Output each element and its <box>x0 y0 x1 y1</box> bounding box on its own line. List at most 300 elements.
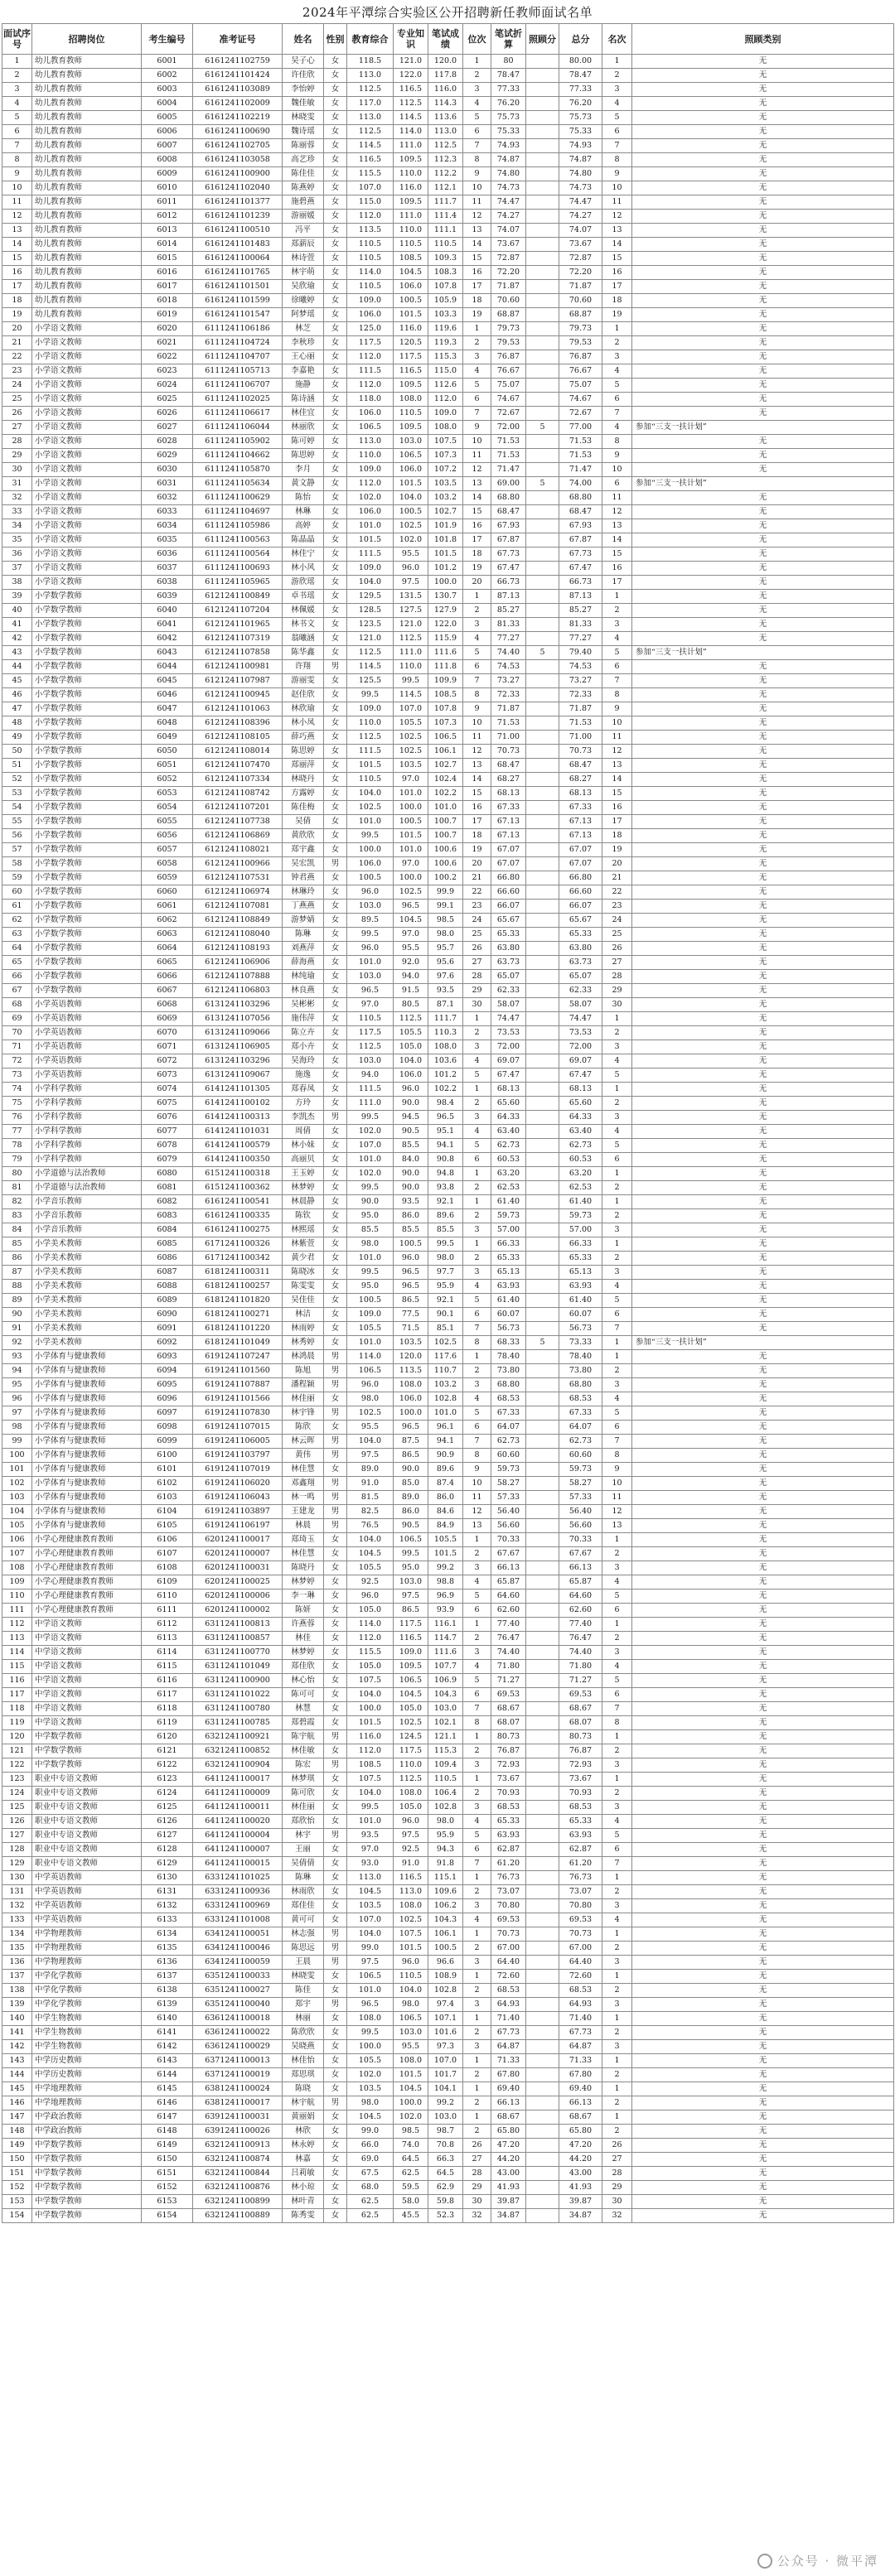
cell-position: 中学语文教师 <box>32 1702 142 1716</box>
cell-name: 陈旭 <box>283 1364 324 1378</box>
cell-bonus-points <box>526 1266 559 1280</box>
cell-total-score: 72.93 <box>559 1758 602 1773</box>
cell-written-score: 70.8 <box>428 2139 463 2153</box>
cell-gender: 女 <box>324 1970 347 1984</box>
table-row <box>2 111 894 125</box>
cell-bonus-points <box>526 801 559 815</box>
cell-total-score: 68.67 <box>559 2110 602 2125</box>
cell-total-score: 62.87 <box>559 1843 602 1857</box>
cell-education-score: 114.0 <box>347 1350 394 1364</box>
cell-ticket-no: 6351241100040 <box>193 1998 283 2012</box>
cell-name: 吴欣瑜 <box>283 280 324 294</box>
cell-care-category: 无 <box>632 55 894 69</box>
cell-care-category: 无 <box>632 2110 894 2125</box>
table-row <box>2 1519 894 1533</box>
cell-gender: 女 <box>324 731 347 745</box>
cell-total-score: 61.20 <box>559 1857 602 1871</box>
cell-gender: 女 <box>324 1294 347 1308</box>
cell-care-category: 无 <box>632 69 894 83</box>
cell-professional-score: 101.5 <box>394 308 428 322</box>
cell-care-category: 无 <box>632 900 894 914</box>
cell-total-score: 66.33 <box>559 1237 602 1252</box>
cell-professional-score: 110.5 <box>394 1970 428 1984</box>
cell-final-rank: 21 <box>602 871 632 885</box>
cell-care-category: 无 <box>632 1069 894 1083</box>
table-row <box>2 1139 894 1153</box>
table-row <box>2 1801 894 1815</box>
cell-final-rank: 29 <box>602 984 632 998</box>
cell-professional-score: 116.0 <box>394 322 428 336</box>
cell-professional-score: 90.0 <box>394 1097 428 1111</box>
cell-candidate-no: 6082 <box>142 1195 193 1209</box>
cell-written-rank: 5 <box>463 1406 491 1421</box>
cell-total-score: 65.80 <box>559 2125 602 2139</box>
cell-interview-no: 51 <box>2 759 32 773</box>
cell-care-category: 无 <box>632 1956 894 1970</box>
cell-education-score: 93.0 <box>347 1857 394 1871</box>
cell-position: 小学数学教师 <box>32 815 142 829</box>
cell-written-rank: 6 <box>463 1308 491 1322</box>
cell-position: 中学生物教师 <box>32 2012 142 2026</box>
cell-written-converted: 76.67 <box>491 364 526 379</box>
cell-written-score: 110.3 <box>428 1026 463 1040</box>
cell-name: 林雨婷 <box>283 1322 324 1336</box>
cell-education-score: 97.0 <box>347 998 394 1012</box>
cell-education-score: 104.5 <box>347 2110 394 2125</box>
table-row <box>2 1266 894 1280</box>
cell-written-rank: 17 <box>463 533 491 548</box>
table-row <box>2 2054 894 2068</box>
cell-professional-score: 95.5 <box>394 2040 428 2054</box>
cell-interview-no: 108 <box>2 1561 32 1575</box>
cell-gender: 女 <box>324 238 347 252</box>
cell-candidate-no: 6115 <box>142 1660 193 1674</box>
cell-position: 小学心理健康教育教师 <box>32 1604 142 1618</box>
cell-care-category: 无 <box>632 2040 894 2054</box>
table-row <box>2 181 894 195</box>
cell-interview-no: 84 <box>2 1223 32 1237</box>
cell-written-score: 102.2 <box>428 1083 463 1097</box>
cell-total-score: 71.87 <box>559 702 602 716</box>
cell-ticket-no: 6191241107830 <box>193 1406 283 1421</box>
cell-candidate-no: 6143 <box>142 2054 193 2068</box>
table-row <box>2 519 894 533</box>
cell-written-converted: 68.07 <box>491 1716 526 1730</box>
cell-written-rank: 5 <box>463 1589 491 1604</box>
cell-professional-score: 58.0 <box>394 2195 428 2209</box>
cell-gender: 女 <box>324 773 347 787</box>
cell-gender: 女 <box>324 294 347 308</box>
cell-care-category: 无 <box>632 252 894 266</box>
cell-care-category: 无 <box>632 1491 894 1505</box>
cell-education-score: 108.5 <box>347 1758 394 1773</box>
cell-position: 幼儿教育教师 <box>32 294 142 308</box>
cell-written-converted: 65.87 <box>491 1575 526 1589</box>
cell-candidate-no: 6024 <box>142 379 193 393</box>
cell-interview-no: 112 <box>2 1618 32 1632</box>
cell-written-converted: 63.20 <box>491 1167 526 1181</box>
cell-interview-no: 82 <box>2 1195 32 1209</box>
table-row <box>2 942 894 956</box>
cell-final-rank: 2 <box>602 1744 632 1758</box>
cell-education-score: 101.0 <box>347 956 394 970</box>
column-header-written-score: 笔试成绩 <box>428 24 463 55</box>
cell-total-score: 68.07 <box>559 1716 602 1730</box>
column-header-name: 姓名 <box>283 24 324 55</box>
cell-name: 赵佳欣 <box>283 688 324 702</box>
cell-position: 中学英语教师 <box>32 1899 142 1913</box>
cell-professional-score: 106.5 <box>394 1674 428 1688</box>
cell-position: 小学数学教师 <box>32 829 142 843</box>
cell-professional-score: 94.0 <box>394 970 428 984</box>
cell-professional-score: 64.5 <box>394 2153 428 2167</box>
cell-gender: 女 <box>324 1843 347 1857</box>
cell-interview-no: 4 <box>2 97 32 111</box>
cell-total-score: 68.80 <box>559 1378 602 1392</box>
cell-care-category: 无 <box>632 1927 894 1942</box>
cell-gender: 女 <box>324 1083 347 1097</box>
cell-bonus-points <box>526 2068 559 2082</box>
cell-gender: 女 <box>324 1702 347 1716</box>
cell-gender: 男 <box>324 1956 347 1970</box>
cell-education-score: 97.5 <box>347 1956 394 1970</box>
cell-written-converted: 80.73 <box>491 1730 526 1744</box>
cell-position: 小学数学教师 <box>32 942 142 956</box>
cell-care-category: 无 <box>632 702 894 716</box>
cell-total-score: 65.13 <box>559 1266 602 1280</box>
cell-education-score: 106.0 <box>347 407 394 421</box>
cell-education-score: 121.0 <box>347 632 394 646</box>
cell-name: 林佳丽 <box>283 1801 324 1815</box>
cell-gender: 女 <box>324 1280 347 1294</box>
cell-professional-score: 86.0 <box>394 1209 428 1223</box>
cell-position: 幼儿教育教师 <box>32 238 142 252</box>
cell-total-score: 58.27 <box>559 1477 602 1491</box>
table-row <box>2 773 894 787</box>
cell-candidate-no: 6099 <box>142 1435 193 1449</box>
cell-ticket-no: 6121241107204 <box>193 604 283 618</box>
cell-gender: 女 <box>324 2026 347 2040</box>
cell-interview-no: 105 <box>2 1519 32 1533</box>
cell-written-converted: 64.60 <box>491 1589 526 1604</box>
cell-care-category: 无 <box>632 2012 894 2026</box>
cell-total-score: 73.07 <box>559 1885 602 1899</box>
cell-name: 陈思远 <box>283 1942 324 1956</box>
cell-ticket-no: 6351241100033 <box>193 1970 283 1984</box>
cell-care-category: 无 <box>632 576 894 590</box>
cell-total-score: 64.40 <box>559 1956 602 1970</box>
cell-total-score: 70.93 <box>559 1787 602 1801</box>
table-row <box>2 2012 894 2026</box>
table-row <box>2 1083 894 1097</box>
cell-written-score: 102.8 <box>428 1801 463 1815</box>
cell-interview-no: 67 <box>2 984 32 998</box>
cell-interview-no: 12 <box>2 210 32 224</box>
table-row <box>2 167 894 181</box>
cell-position: 幼儿教育教师 <box>32 153 142 167</box>
cell-gender: 女 <box>324 1773 347 1787</box>
cell-written-converted: 72.20 <box>491 266 526 280</box>
table-row <box>2 604 894 618</box>
cell-written-converted: 70.73 <box>491 1927 526 1942</box>
cell-total-score: 63.93 <box>559 1280 602 1294</box>
cell-care-category: 无 <box>632 885 894 900</box>
cell-professional-score: 74.0 <box>394 2139 428 2153</box>
cell-written-rank: 18 <box>463 294 491 308</box>
cell-written-rank: 2 <box>463 1181 491 1195</box>
table-row <box>2 1561 894 1575</box>
cell-bonus-points <box>526 1618 559 1632</box>
cell-bonus-points <box>526 1040 559 1054</box>
cell-professional-score: 86.5 <box>394 1449 428 1463</box>
cell-professional-score: 92.5 <box>394 1843 428 1857</box>
cell-total-score: 68.80 <box>559 491 602 505</box>
cell-written-score: 110.7 <box>428 1364 463 1378</box>
cell-care-category: 无 <box>632 1153 894 1167</box>
cell-education-score: 113.0 <box>347 435 394 449</box>
cell-candidate-no: 6075 <box>142 1097 193 1111</box>
cell-written-score: 85.1 <box>428 1322 463 1336</box>
cell-final-rank: 28 <box>602 2167 632 2181</box>
cell-gender: 男 <box>324 857 347 871</box>
cell-gender: 女 <box>324 1308 347 1322</box>
cell-written-score: 109.4 <box>428 1758 463 1773</box>
cell-written-score: 102.2 <box>428 787 463 801</box>
cell-final-rank: 1 <box>602 1083 632 1097</box>
cell-education-score: 103.0 <box>347 900 394 914</box>
cell-final-rank: 2 <box>602 604 632 618</box>
cell-name: 陈丽蓉 <box>283 139 324 153</box>
cell-gender: 女 <box>324 590 347 604</box>
cell-ticket-no: 6391241100031 <box>193 2110 283 2125</box>
cell-written-converted: 71.53 <box>491 449 526 463</box>
cell-total-score: 76.73 <box>559 1871 602 1885</box>
cell-care-category: 无 <box>632 688 894 702</box>
cell-written-rank: 1 <box>463 1871 491 1885</box>
cell-position: 小学语文教师 <box>32 393 142 407</box>
cell-written-score: 107.0 <box>428 2054 463 2068</box>
cell-education-score: 109.0 <box>347 562 394 576</box>
cell-professional-score: 86.5 <box>394 1294 428 1308</box>
table-row <box>2 1913 894 1927</box>
cell-final-rank: 13 <box>602 759 632 773</box>
cell-total-score: 61.40 <box>559 1294 602 1308</box>
cell-ticket-no: 6121241108396 <box>193 716 283 731</box>
cell-education-score: 103.0 <box>347 970 394 984</box>
cell-professional-score: 101.5 <box>394 477 428 491</box>
table-row <box>2 1195 894 1209</box>
cell-ticket-no: 6141241100350 <box>193 1153 283 1167</box>
cell-name: 陈宇航 <box>283 1730 324 1744</box>
cell-bonus-points <box>526 1125 559 1139</box>
cell-name: 陈思婷 <box>283 449 324 463</box>
cell-position: 小学语文教师 <box>32 322 142 336</box>
cell-gender: 女 <box>324 843 347 857</box>
cell-written-rank: 6 <box>463 1843 491 1857</box>
table-row <box>2 1970 894 1984</box>
cell-education-score: 101.0 <box>347 815 394 829</box>
cell-written-score: 101.0 <box>428 801 463 815</box>
cell-care-category: 无 <box>632 2181 894 2195</box>
cell-name: 林佳敏 <box>283 1744 324 1758</box>
cell-care-category: 无 <box>632 1773 894 1787</box>
table-row <box>2 1308 894 1322</box>
cell-written-rank: 10 <box>463 435 491 449</box>
cell-ticket-no: 6111241100629 <box>193 491 283 505</box>
cell-written-converted: 67.07 <box>491 843 526 857</box>
cell-education-score: 114.0 <box>347 1618 394 1632</box>
cell-education-score: 81.5 <box>347 1491 394 1505</box>
cell-name: 林小凤 <box>283 716 324 731</box>
cell-written-rank: 19 <box>463 843 491 857</box>
table-row <box>2 829 894 843</box>
cell-care-category: 无 <box>632 1209 894 1223</box>
cell-ticket-no: 6181241101820 <box>193 1294 283 1308</box>
cell-written-rank: 3 <box>463 1378 491 1392</box>
table-row <box>2 1646 894 1660</box>
cell-education-score: 95.0 <box>347 1280 394 1294</box>
cell-written-score: 102.8 <box>428 1392 463 1406</box>
table-row <box>2 702 894 716</box>
cell-gender: 女 <box>324 224 347 238</box>
cell-interview-no: 102 <box>2 1477 32 1491</box>
table-row <box>2 1956 894 1970</box>
cell-name: 林宇 <box>283 1829 324 1843</box>
cell-professional-score: 102.0 <box>394 2110 428 2125</box>
cell-written-rank: 4 <box>463 364 491 379</box>
cell-care-category: 无 <box>632 294 894 308</box>
cell-ticket-no: 6111241106707 <box>193 379 283 393</box>
cell-final-rank: 4 <box>602 1054 632 1069</box>
cell-position: 小学体育与健康教师 <box>32 1491 142 1505</box>
cell-gender: 男 <box>324 1491 347 1505</box>
cell-total-score: 74.07 <box>559 224 602 238</box>
cell-position: 小学数学教师 <box>32 843 142 857</box>
cell-education-score: 104.0 <box>347 1688 394 1702</box>
wechat-icon <box>757 2554 772 2569</box>
cell-care-category: 无 <box>632 2139 894 2153</box>
cell-written-rank: 2 <box>463 1632 491 1646</box>
cell-bonus-points <box>526 519 559 533</box>
cell-interview-no: 31 <box>2 477 32 491</box>
cell-final-rank: 13 <box>602 224 632 238</box>
cell-written-converted: 62.33 <box>491 984 526 998</box>
cell-written-score: 107.7 <box>428 1660 463 1674</box>
cell-candidate-no: 6011 <box>142 195 193 210</box>
cell-name: 林梦婷 <box>283 1575 324 1589</box>
cell-position: 小学数学教师 <box>32 716 142 731</box>
cell-name: 郑碧霞 <box>283 1716 324 1730</box>
cell-written-rank: 2 <box>463 1364 491 1378</box>
table-row <box>2 463 894 477</box>
cell-name: 林永婷 <box>283 2139 324 2153</box>
cell-education-score: 94.0 <box>347 1069 394 1083</box>
cell-professional-score: 59.5 <box>394 2181 428 2195</box>
cell-total-score: 56.60 <box>559 1519 602 1533</box>
cell-education-score: 110.0 <box>347 716 394 731</box>
cell-final-rank: 15 <box>602 252 632 266</box>
cell-name: 吴佳佳 <box>283 1294 324 1308</box>
cell-professional-score: 96.5 <box>394 1421 428 1435</box>
cell-bonus-points <box>526 224 559 238</box>
cell-written-score: 112.1 <box>428 181 463 195</box>
cell-professional-score: 120.0 <box>394 1350 428 1364</box>
cell-written-converted: 62.87 <box>491 1843 526 1857</box>
cell-position: 小学心理健康教育教师 <box>32 1589 142 1604</box>
cell-candidate-no: 6125 <box>142 1801 193 1815</box>
cell-ticket-no: 6161241101483 <box>193 238 283 252</box>
cell-ticket-no: 6121241100945 <box>193 688 283 702</box>
cell-education-score: 112.5 <box>347 731 394 745</box>
cell-care-category: 无 <box>632 308 894 322</box>
cell-professional-score: 99.5 <box>394 674 428 688</box>
cell-bonus-points <box>526 153 559 167</box>
cell-education-score: 66.0 <box>347 2139 394 2153</box>
cell-ticket-no: 6111241105870 <box>193 463 283 477</box>
table-row <box>2 393 894 407</box>
cell-education-score: 92.5 <box>347 1575 394 1589</box>
cell-interview-no: 36 <box>2 548 32 562</box>
cell-written-rank: 18 <box>463 548 491 562</box>
cell-candidate-no: 6106 <box>142 1533 193 1547</box>
cell-total-score: 72.87 <box>559 252 602 266</box>
cell-total-score: 69.53 <box>559 1688 602 1702</box>
cell-candidate-no: 6049 <box>142 731 193 745</box>
cell-final-rank: 32 <box>602 2209 632 2223</box>
cell-written-score: 107.1 <box>428 2012 463 2026</box>
cell-position: 中学语文教师 <box>32 1688 142 1702</box>
cell-interview-no: 145 <box>2 2082 32 2096</box>
cell-professional-score: 104.0 <box>394 491 428 505</box>
cell-care-category: 无 <box>632 1660 894 1674</box>
cell-position: 小学英语教师 <box>32 1069 142 1083</box>
cell-professional-score: 101.5 <box>394 2068 428 2082</box>
cell-position: 幼儿教育教师 <box>32 83 142 97</box>
cell-candidate-no: 6059 <box>142 871 193 885</box>
table-row <box>2 238 894 252</box>
cell-written-score: 90.8 <box>428 1153 463 1167</box>
cell-interview-no: 121 <box>2 1744 32 1758</box>
cell-education-score: 97.0 <box>347 1843 394 1857</box>
cell-written-rank: 6 <box>463 393 491 407</box>
cell-position: 小学语文教师 <box>32 548 142 562</box>
cell-final-rank: 8 <box>602 435 632 449</box>
cell-total-score: 85.27 <box>559 604 602 618</box>
cell-final-rank: 1 <box>602 1167 632 1181</box>
cell-gender: 女 <box>324 2040 347 2054</box>
cell-written-score: 95.9 <box>428 1829 463 1843</box>
cell-education-score: 101.0 <box>347 1153 394 1167</box>
cell-written-score: 106.1 <box>428 745 463 759</box>
cell-written-converted: 67.87 <box>491 533 526 548</box>
cell-written-converted: 67.13 <box>491 829 526 843</box>
cell-position: 小学美术教师 <box>32 1336 142 1350</box>
cell-ticket-no: 6161241101239 <box>193 210 283 224</box>
cell-education-score: 105.5 <box>347 1322 394 1336</box>
cell-bonus-points: 5 <box>526 421 559 435</box>
cell-total-score: 64.07 <box>559 1421 602 1435</box>
cell-ticket-no: 6121241101063 <box>193 702 283 716</box>
cell-written-converted: 65.13 <box>491 1266 526 1280</box>
cell-written-rank: 5 <box>463 646 491 660</box>
cell-professional-score: 101.0 <box>394 787 428 801</box>
cell-bonus-points <box>526 139 559 153</box>
cell-written-rank: 1 <box>463 322 491 336</box>
cell-written-rank: 6 <box>463 125 491 139</box>
cell-final-rank: 4 <box>602 1125 632 1139</box>
cell-position: 职业中专语文教师 <box>32 1815 142 1829</box>
cell-candidate-no: 6007 <box>142 139 193 153</box>
